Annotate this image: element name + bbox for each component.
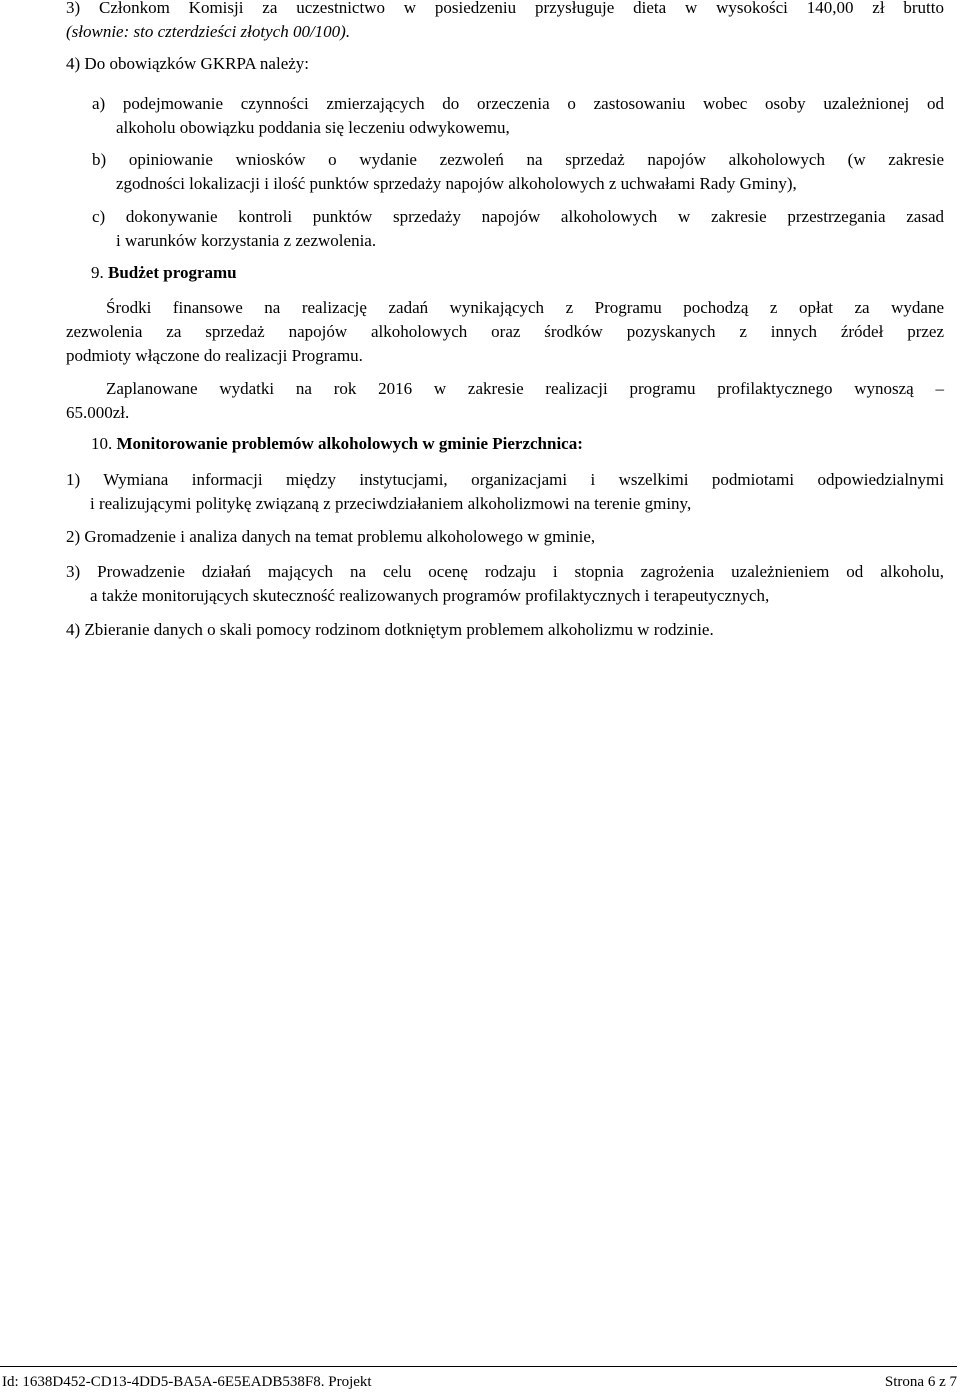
mon-3-line-1: 3) Prowadzenie działań mających na celu ocenę rodzaju i stopnia zagrożenia uzależnieniem od alkoholu, — [66, 562, 944, 581]
section-10-title: Monitorowanie problemów alkoholowych w gminie Pierzchnica: — [116, 434, 583, 453]
budget-p1-line-2: zezwolenia za sprzedaż napojów alkoholowych oraz środków pozyskanych z innych źródeł przez — [66, 322, 944, 341]
monitoring-item-1 — [66, 468, 944, 516]
duty-a-line-2: alkoholu obowiązku poddania się leczeniu odwykowemu, — [116, 118, 510, 137]
monitoring-item-3 — [66, 560, 944, 608]
budget-p2-line-1: Zaplanowane wydatki na rok 2016 w zakresie realizacji programu profilaktycznego wynoszą – — [106, 379, 944, 398]
duty-a — [92, 92, 944, 140]
section-9-heading — [91, 261, 691, 285]
footer-page-number: Strona 6 z 7 — [884, 1374, 957, 1390]
budget-p1-line-1: Środki finansowe na realizację zadań wynikających z Programu pochodzą z opłat za wydane — [106, 298, 944, 317]
mon-1-line-2: i realizującymi politykę związaną z przeciwdziałaniem alkoholizmowi na terenie gminy, — [90, 494, 692, 513]
budget-p2-line-2: 65.000zł. — [66, 403, 130, 422]
item-4-heading — [66, 52, 944, 76]
budget-paragraph-2 — [66, 377, 944, 425]
section-9-title: Budżet programu — [108, 263, 237, 282]
mon-2-text: 2) Gromadzenie i analiza danych na temat problemu alkoholowego w gminie, — [66, 527, 596, 546]
duty-c — [92, 205, 944, 253]
item-3-line-1: 3) Członkom Komisji za uczestnictwo w posiedzeniu przysługuje dieta w wysokości 140,00 zł brutto — [66, 0, 944, 17]
item-4-heading-text: 4) Do obowiązków GKRPA należy: — [66, 54, 310, 73]
mon-3-line-2: a także monitorujących skuteczność realizowanych programów profilaktycznych i terapeutycznych, — [90, 586, 770, 605]
item-3-line-2: (słownie: sto czterdzieści złotych 00/100). — [66, 22, 351, 41]
section-10-number: 10. — [91, 434, 113, 453]
duty-c-line-1: c) dokonywanie kontroli punktów sprzedaży napojów alkoholowych w zakresie przestrzegania zasad — [92, 207, 944, 226]
budget-paragraph-1 — [66, 296, 944, 368]
duty-b-line-2: zgodności lokalizacji i ilość punktów sprzedaży napojów alkoholowych z uchwałami Rady Gminy), — [116, 174, 797, 193]
monitoring-item-4 — [66, 618, 944, 642]
monitoring-item-2 — [66, 525, 944, 549]
mon-4-text: 4) Zbieranie danych o skali pomocy rodzinom dotkniętym problemem alkoholizmu w rodzinie. — [66, 620, 714, 639]
budget-p1-line-3: podmioty włączone do realizacji Programu. — [66, 346, 363, 365]
section-9-number: 9. — [91, 263, 104, 282]
duty-c-line-2: i warunków korzystania z zezwolenia. — [116, 231, 377, 250]
footer-doc-id: Id: 1638D452-CD13-4DD5-BA5A-6E5EADB538F8. Projekt — [2, 1374, 372, 1390]
section-10-heading — [91, 432, 891, 456]
duty-b — [92, 148, 944, 196]
page-footer — [0, 1366, 957, 1390]
mon-1-line-1: 1) Wymiana informacji między instytucjami, organizacjami i wszelkimi podmiotami odpowiedzialnymi — [66, 470, 944, 489]
item-3-diet — [66, 0, 944, 44]
duty-b-line-1: b) opiniowanie wniosków o wydanie zezwoleń na sprzedaż napojów alkoholowych (w zakresie — [92, 150, 944, 169]
duty-a-line-1: a) podejmowanie czynności zmierzających do orzeczenia o zastosowaniu wobec osoby uzależnionej od — [92, 94, 944, 113]
